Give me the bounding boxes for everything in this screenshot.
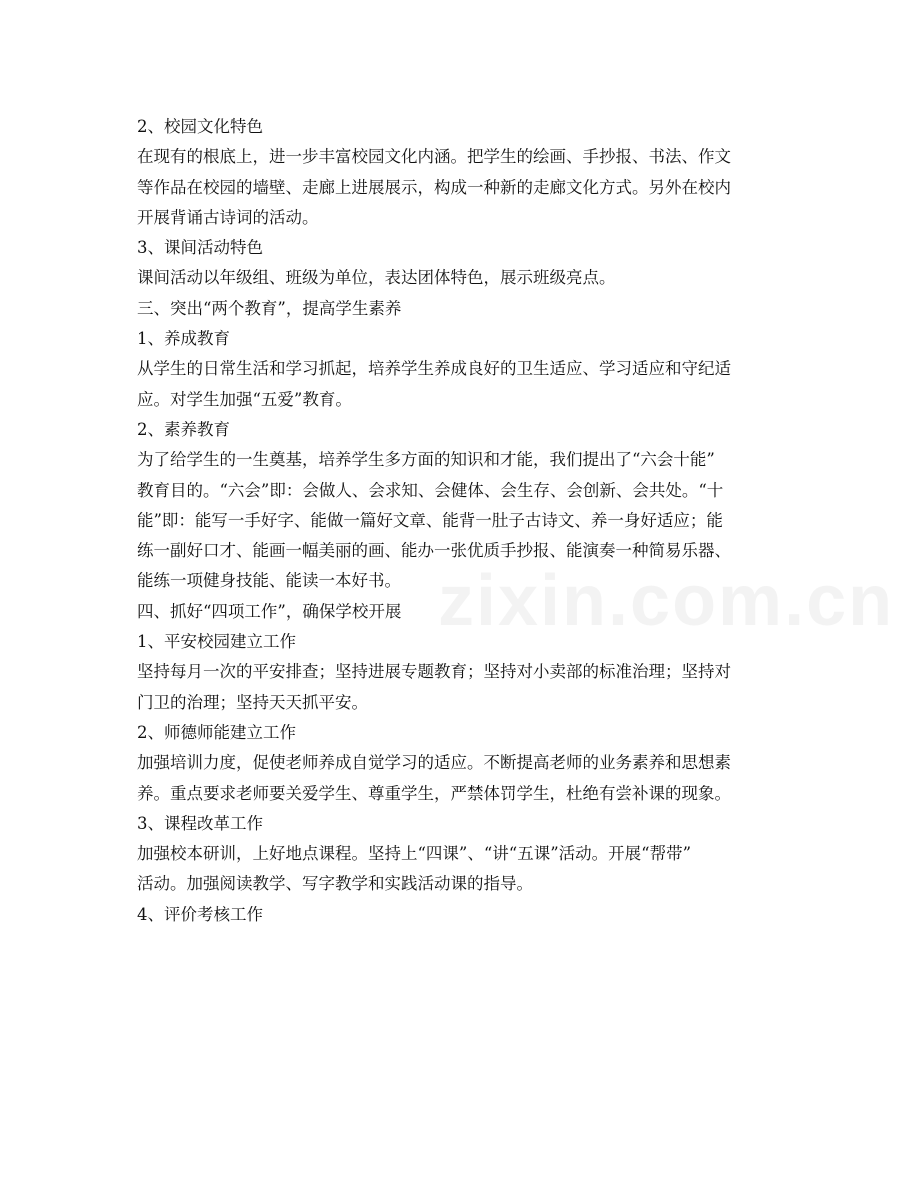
text-line: 应。对学生加强“五爱”教育。	[137, 389, 352, 409]
text-line: 从学生的日常生活和学习抓起，培养学生养成良好的卫生适应、学习适应和守纪适	[137, 359, 731, 379]
text-line: 加强培训力度，促使老师养成自觉学习的适应。不断提高老师的业务素养和思想素	[137, 753, 731, 773]
text-line: 养。重点要求老师要关爱学生、尊重学生，严禁体罚学生，杜绝有尝补课的现象。	[137, 783, 731, 803]
text-line: 1、平安校园建立工作	[137, 632, 296, 652]
text-line: 2、校园文化特色	[137, 117, 263, 136]
document-body	[137, 112, 787, 930]
text-line: 活动。加强阅读教学、写字教学和实践活动课的指导。	[137, 874, 533, 894]
text-line: 开展背诵古诗词的活动。	[137, 207, 319, 227]
text-line: 坚持每月一次的平安排查；坚持进展专题教育；坚持对小卖部的标准治理；坚持对	[137, 662, 731, 682]
text-line: 在现有的根底上，进一步丰富校园文化内涵。把学生的绘画、手抄报、书法、作文	[137, 147, 731, 167]
text-line: 为了给学生的一生奠基，培养学生多方面的知识和才能，我们提出了“六会十能”	[137, 450, 715, 470]
text-line: 1、养成教育	[137, 329, 230, 349]
text-line: 练一副好口才、能画一幅美丽的画、能办一张优质手抄报、能演奏一种简易乐器、	[137, 541, 731, 561]
text-line: 课间活动以年级组、班级为单位，表达团体特色，展示班级亮点。	[137, 268, 616, 288]
text-line: 教育目的。“六会”即：会做人、会求知、会健体、会生存、会创新、会共处。“十	[137, 480, 724, 500]
text-line: 加强校本研训，上好地点课程。坚持上“四课”、“讲“五课”活动。开展“帮带”	[137, 844, 692, 864]
text-line: 2、师德师能建立工作	[137, 722, 296, 742]
text-line: 4、评价考核工作	[137, 904, 263, 924]
watermark: zixin.com.cn	[438, 561, 895, 641]
text-line: 门卫的治理；坚持天天抓平安。	[137, 692, 368, 712]
text-line: 3、课程改革工作	[137, 813, 263, 833]
text-line: 能练一项健身技能、能读一本好书。	[137, 571, 401, 591]
text-line: 三、突出“两个教育”，提高学生素养	[137, 298, 402, 318]
text-line: 能”即：能写一手好字、能做一篇好文章、能背一肚子古诗文、养一身好适应；能	[137, 510, 723, 530]
text-line: 2、素养教育	[137, 419, 230, 439]
text-line: 等作品在校园的墙壁、走廊上进展展示，构成一种新的走廊文化方式。另外在校内	[137, 177, 731, 197]
text-line: 四、抓好“四项工作”，确保学校开展	[137, 601, 402, 621]
text-line: 3、课间活动特色	[137, 238, 263, 258]
